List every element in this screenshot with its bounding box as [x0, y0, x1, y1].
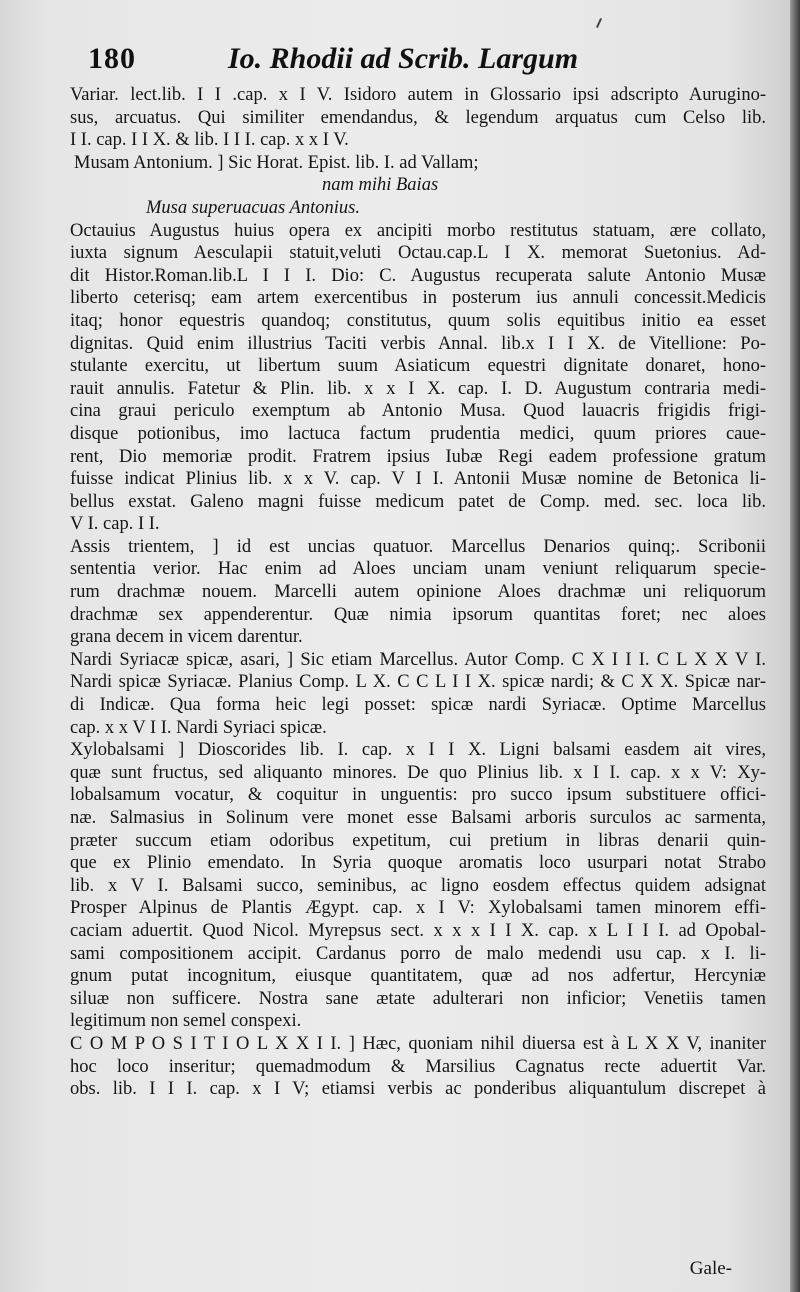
text-line: Prosper Alpinus de Plantis Ægypt. cap. x I V: Xylobalsami tamen minorem effi- [70, 898, 766, 919]
text-line: grana decem in vicem darentur. [70, 627, 303, 648]
text-line: bellus exstat. Galeno magni fuisse medicum patet de Comp. med. sec. loca lib. [70, 491, 766, 512]
text-line: lib. x V I. Balsami succo, seminibus, ac ligno eosdem effectus quidem adsignat [70, 875, 766, 896]
text-line: sententia verior. Hac enim ad Aloes unciam unam veniunt reliquarum specie- [70, 559, 766, 580]
text-line: itaq; honor equestris quandoq; constitutus, quum solis equitibus initio ea esset [70, 310, 766, 331]
text-line: Nardi Syriacæ spicæ, asari, ] Sic etiam Marcellus. Autor Comp. C X I I I. C L X X V I. [70, 649, 766, 670]
text-line: drachmæ sex appenderentur. Quæ nimia ipsorum quantitas foret; nec aloes [70, 604, 766, 625]
ink-mark [596, 18, 602, 28]
text-line: caciam aduertit. Quod Nicol. Myrepsus sect. x x x I I X. cap. x L I I I. ad Opobal- [70, 920, 766, 941]
page-number: 180 [88, 42, 136, 75]
page-header [88, 42, 588, 88]
text-line: quæ sunt fructus, sed aliquanto minores. De quo Plinius lib. x I I. cap. x x V: Xy- [70, 762, 766, 783]
text-line: V I. cap. I I. [70, 514, 160, 535]
text-line: dit Histor.Roman.lib.L I I I. Dio: C. Augustus recuperata salute Antonio Musæ [70, 265, 766, 286]
text-line: obs. lib. I I I. cap. x I V; etiamsi verbis ac ponderibus aliquantulum discrepet à [70, 1079, 766, 1100]
text-line: cap. x x V I I. Nardi Syriaci spicæ. [70, 717, 327, 738]
text-line: cina graui periculo exemptum ab Antonio Musa. Quod lauacris frigidis frigi- [70, 401, 766, 422]
text-line: disque potionibus, imo lactuca factum prudentia medici, quum priores caue- [70, 423, 766, 444]
verse-line: Musa superuacuas Antonius. [146, 197, 360, 218]
text-line: iuxta signum Aesculapii statuit,veluti Octau.cap.L I X. memorat Suetonius. Ad- [70, 243, 766, 264]
text-line: I I. cap. I I X. & lib. I I I. cap. x x I V. [70, 130, 349, 151]
text-line: sami compositionem accipit. Cardanus porro de malo medendi usu cap. x I. li- [70, 943, 766, 964]
text-line: liberto ceterisq; eam artem exercentibus in posterum ius annuli concessit.Medicis [70, 288, 766, 309]
text-line: præter succum etiam odoribus expetitum, cui pretium in libras denarii quin- [70, 830, 766, 851]
text-line: Musam Antonium. ] Sic Horat. Epist. lib. I. ad Vallam; [74, 152, 479, 173]
text-line: que ex Plinio emendato. In Syria quoque aromatis loco usurpari notat Strabo [70, 853, 766, 874]
text-line: hoc loco inseritur; quemadmodum & Marsilius Cagnatus recte aduertit Var. [70, 1056, 766, 1077]
text-line: legitimum non semel conspexi. [70, 1011, 302, 1032]
text-line: næ. Salmasius in Solinum vere monet esse Balsami arboris surculos ac sarmenta, [70, 808, 766, 828]
text-line: Assis trientem, ] id est uncias quatuor. Marcellus Denarios quinq;. Scribonii [70, 536, 766, 557]
text-line: Octauius Augustus huius opera ex ancipiti morbo restitutus statuam, ære collato, [70, 220, 766, 241]
running-title: Io. Rhodii ad Scrib. Largum [228, 42, 579, 75]
text-line: gnum putat incognitum, eiusque quantitatem, quæ ad nos adfertur, Hercyniæ [70, 966, 766, 987]
text-line: fuisse indicat Plinius lib. x x V. cap. V I I. Antonii Musæ nomine de Betonica li- [70, 469, 766, 490]
text-line: sus, arcuatus. Qui similiter emendandus, & legendum arquatus cum Celso lib. [70, 107, 766, 128]
text-line: di Indicæ. Qua forma heic legi posset: spicæ nardi Syriacæ. Optime Marcellus [70, 695, 766, 716]
text-line: Nardi spicæ Syriacæ. Planius Comp. L X. C C L I I X. spicæ nardi; & C X X. Spicæ nar- [70, 672, 766, 693]
text-line: Xylobalsami ] Dioscorides lib. I. cap. x I I X. Ligni balsami easdem ait vires, [70, 740, 766, 761]
text-line: siluæ non sufficere. Nostra sane ætate adulterari non inficior; Venetiis tamen [70, 988, 766, 1009]
text-line: stulante exercitu, ut libertum suum Asiaticum equestri dignitate donaret, hono- [70, 356, 766, 377]
text-line: rum drachmæ nouem. Marcelli autem opinione Aloes drachmæ uni reliquorum [70, 582, 766, 603]
text-line: lobalsamum vocatur, & coquitur in unguentis: pro succo ipsum substituere offici- [70, 785, 766, 806]
catchword: Gale- [689, 1258, 732, 1279]
text-line: rent, Dio memoriæ prodit. Fratrem ipsius Iubæ Regi eadem professione gratum [70, 446, 766, 467]
page-body [70, 84, 766, 1101]
verse-line: nam mihi Baias [322, 175, 439, 196]
page-edge-shadow [790, 0, 800, 1292]
text-line: rauit annulis. Fatetur & Plin. lib. x x I X. cap. I. D. Augustum contraria medi- [70, 378, 766, 399]
text-line: C O M P O S I T I O L X X I I. ] Hæc, quoniam nihil diuersa est à L X X V, inaniter [70, 1033, 766, 1054]
text-line: Variar. lect.lib. I I .cap. x I V. Isidoro autem in Glossario ipsi adscripto Aurugino- [70, 85, 766, 105]
text-line: dignitas. Quid enim illustrius Taciti verbis Annal. lib.x I I X. de Vitellione: Po- [70, 333, 766, 354]
